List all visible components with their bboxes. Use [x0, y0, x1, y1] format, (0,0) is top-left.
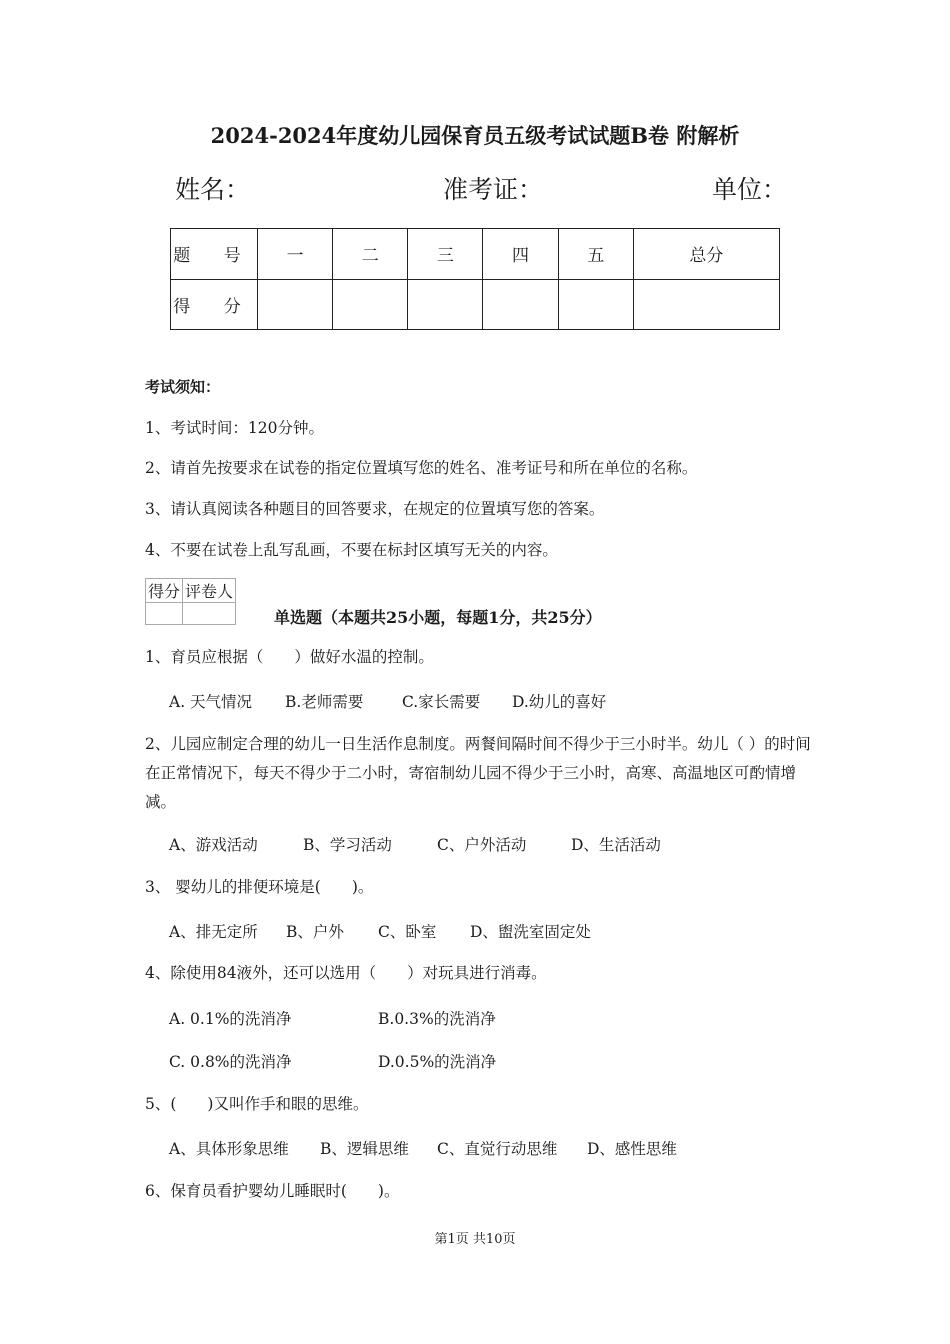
- section-heading: 单选题（本题共25小题，每题1分，共25分）: [274, 608, 602, 627]
- grader-score-cell: [146, 603, 183, 625]
- notice-heading: 考试须知：: [145, 378, 221, 396]
- score-cell-3: [408, 279, 483, 330]
- score-cell-4: [483, 279, 558, 330]
- score-header-label: 题 号: [171, 229, 258, 280]
- score-header-3: 三: [408, 229, 483, 280]
- notice-item: 4、不要在试卷上乱写乱画，不要在标封区填写无关的内容。: [145, 541, 558, 559]
- q4-option-d: D.0.5%的洗消净: [378, 1053, 497, 1071]
- name-label: 姓名：: [175, 175, 251, 204]
- page-footer: 第1页 共10页: [434, 1232, 516, 1247]
- score-row-label: 得 分: [171, 279, 258, 330]
- score-table: [170, 228, 780, 330]
- q3-option-d: D、盥洗室固定处: [470, 923, 591, 941]
- question-4-stem: 4、除使用84液外，还可以选用（ ）对玩具进行消毒。: [145, 964, 547, 982]
- score-cell-total: [633, 279, 779, 330]
- question-3-stem: 3、 婴幼儿的排便环境是( )。: [145, 878, 374, 896]
- q1-option-b: B.老师需要: [285, 693, 364, 711]
- grader-reviewer-label: 评卷人: [183, 579, 236, 603]
- score-header-2: 二: [333, 229, 408, 280]
- q5-option-c: C、直觉行动思维: [437, 1140, 558, 1158]
- q4-option-b: B.0.3%的洗消净: [378, 1010, 496, 1028]
- q5-option-d: D、感性思维: [587, 1140, 677, 1158]
- q1-option-c: C.家长需要: [402, 693, 481, 711]
- score-cell-5: [558, 279, 633, 330]
- score-cell-1: [258, 279, 333, 330]
- q2-option-c: C、户外活动: [437, 836, 527, 854]
- q1-option-d: D.幼儿的喜好: [512, 693, 607, 711]
- score-table-score-row: [171, 279, 780, 330]
- q3-option-c: C、卧室: [378, 923, 437, 941]
- question-6-stem: 6、保育员看护婴幼儿睡眠时( )。: [145, 1182, 400, 1200]
- page-title: 2024-2024年度幼儿园保育员五级考试试题B卷 附解析: [210, 123, 740, 148]
- grader-reviewer-cell: [183, 603, 236, 625]
- grader-box: [145, 578, 236, 625]
- score-header-4: 四: [483, 229, 558, 280]
- notice-item: 2、请首先按要求在试卷的指定位置填写您的姓名、准考证号和所在单位的名称。: [145, 459, 698, 477]
- question-2-stem: 2、儿园应制定合理的幼儿一日生活作息制度。两餐间隔时间不得少于三小时半。幼儿（ ）的时间在正常情况下，每天不得少于二小时，寄宿制幼儿园不得少于三小时，高寒、高温地区可酌情增减。: [145, 735, 811, 811]
- q5-option-b: B、逻辑思维: [320, 1140, 409, 1158]
- grader-score-label: 得分: [146, 579, 183, 603]
- score-cell-2: [333, 279, 408, 330]
- notice-item: 1、考试时间：120分钟。: [145, 419, 324, 437]
- q3-option-a: A、排无定所: [169, 923, 258, 941]
- notice-item: 3、请认真阅读各种题目的回答要求，在规定的位置填写您的答案。: [145, 500, 605, 518]
- q4-option-c: C. 0.8%的洗消净: [169, 1053, 292, 1071]
- q2-option-b: B、学习活动: [303, 836, 392, 854]
- q3-option-b: B、户外: [286, 923, 344, 941]
- score-header-total: 总分: [633, 229, 779, 280]
- question-1-stem: 1、育员应根据（ ）做好水温的控制。: [145, 648, 434, 666]
- exam-id-label: 准考证：: [443, 175, 544, 204]
- score-header-1: 一: [258, 229, 333, 280]
- q2-option-a: A、游戏活动: [169, 836, 258, 854]
- q4-option-a: A. 0.1%的洗消净: [169, 1010, 292, 1028]
- q1-option-a: A. 天气情况: [169, 693, 253, 711]
- q5-option-a: A、具体形象思维: [169, 1140, 289, 1158]
- question-5-stem: 5、( )又叫作手和眼的思维。: [145, 1095, 369, 1113]
- score-header-5: 五: [558, 229, 633, 280]
- unit-label: 单位：: [712, 175, 788, 204]
- score-table-header-row: [171, 229, 780, 280]
- q2-option-d: D、生活活动: [571, 836, 661, 854]
